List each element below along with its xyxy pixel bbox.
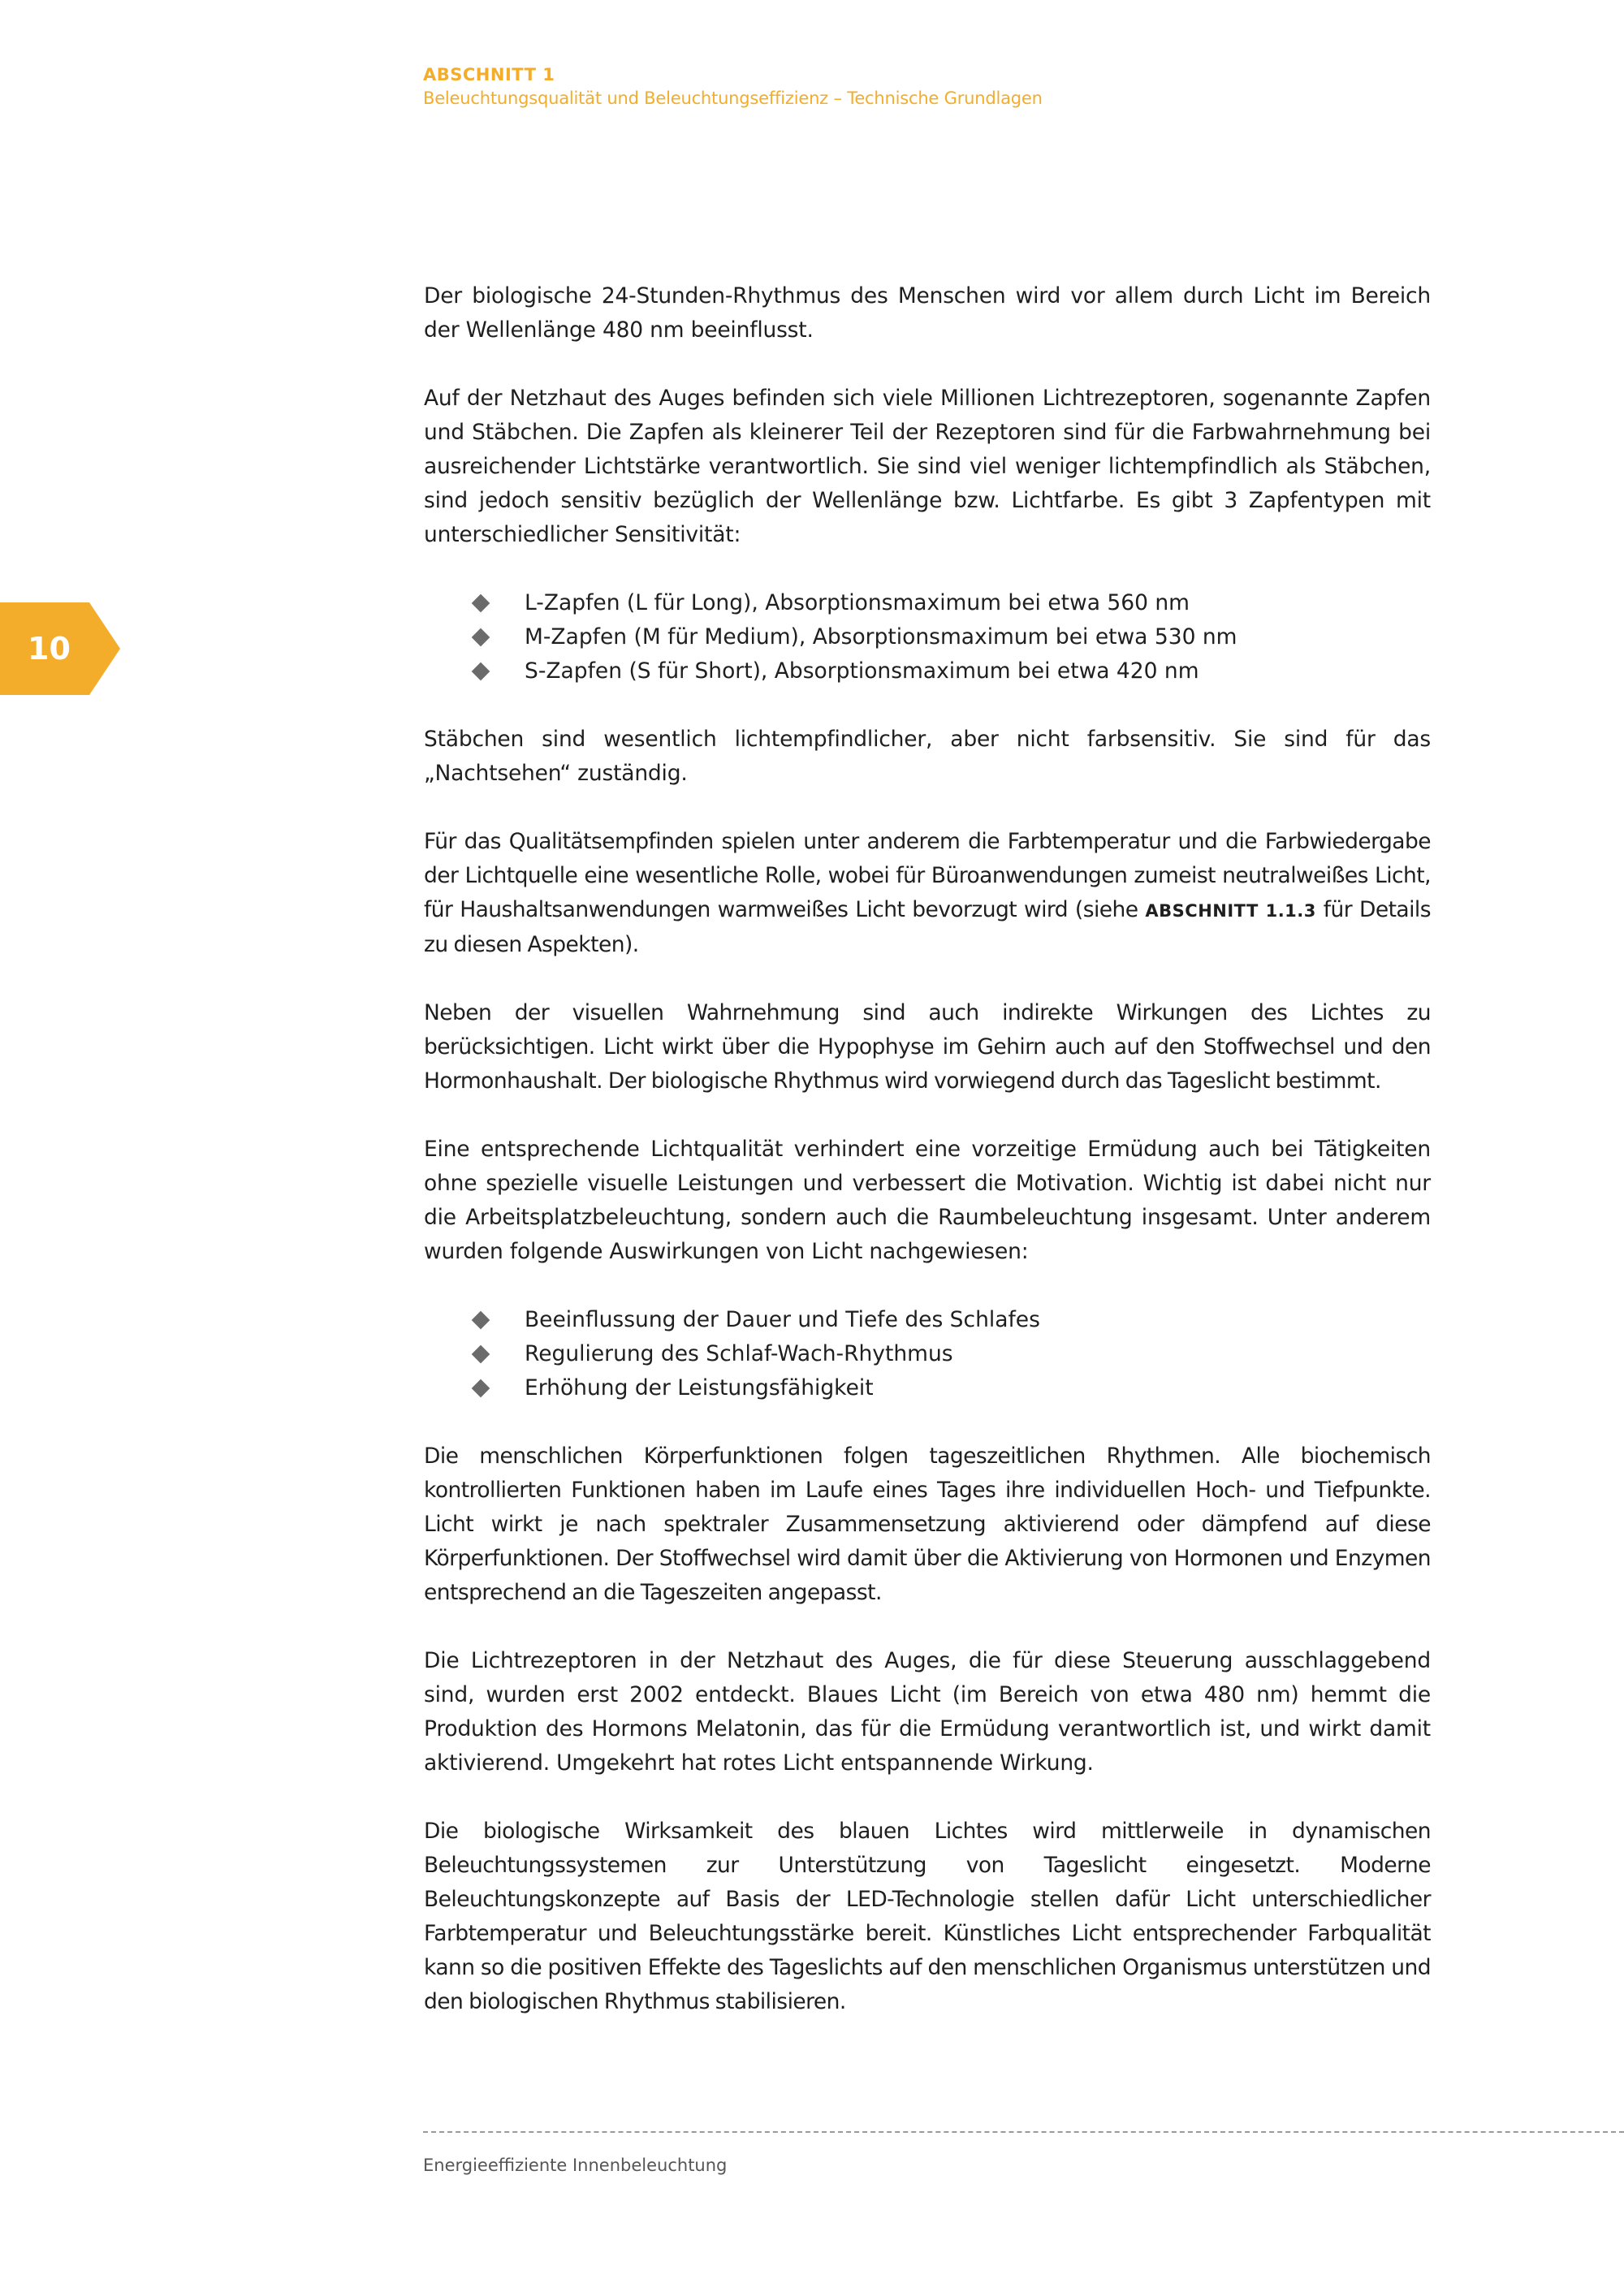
list-item (424, 654, 1431, 688)
diamond-bullet-icon (472, 662, 490, 681)
paragraph-9: Die biologische Wirksamkeit des blauen Lichtes wird mittlerweile in dynamischen Beleuchtungssystemen zur Unterstützung von Tageslicht eingesetzt. Moderne Beleuchtungskonzepte auf Basis der LED-Technologie stellen dafür Licht unterschiedlicher Farbtemperatur und Beleuchtungsstärke bereit. Künstliches Licht entsprechender Farbqualität kann so die positiven Effekte des Tageslichts auf den menschlichen Organismus unterstützen und den biologischen Rhythmus stabilisieren. (424, 1819, 1431, 2014)
paragraph-3: Stäbchen sind wesentlich lichtempfindlicher, aber nicht farbsensitiv. Sie sind für das „Nachtsehen“ zuständig. (424, 727, 1431, 786)
list-item-text: S-Zapfen (S für Short), Absorptionsmaximum bei etwa 420 nm (525, 658, 1199, 684)
section-subtitle: Beleuchtungsqualität und Beleuchtungseffizienz – Technische Grundlagen (423, 88, 1043, 108)
list-item (424, 586, 1431, 620)
diamond-bullet-icon (472, 1379, 490, 1398)
diamond-bullet-icon (472, 1311, 490, 1330)
paragraph-5: Neben der visuellen Wahrnehmung sind auch indirekte Wirkungen des Lichtes zu berücksichtigen. Licht wirkt über die Hypophyse im Gehirn auch auf den Stoffwechsel und den Hormonhaushalt. Der biologische Rhythmus wird vorwiegend durch das Tageslicht bestimmt. (424, 1000, 1431, 1094)
footer-divider (423, 2131, 1624, 2133)
list-item-text: M-Zapfen (M für Medium), Absorptionsmaximum bei etwa 530 nm (525, 624, 1237, 650)
paragraph-2: Auf der Netzhaut des Auges befinden sich viele Millionen Lichtrezeptoren, sogenannte Zapfen und Stäbchen. Die Zapfen als kleinerer Teil der Rezeptoren sind für die Farbwahrnehmung bei ausreichender Lichtstärke verantwortlich. Sie sind viel weniger lichtempfindlich als Stäbchen, sind jedoch sensitiv bezüglich der Wellenlänge bzw. Lichtfarbe. Es gibt 3 Zapfentypen mit unterschiedlicher Sensitivität: (424, 386, 1431, 547)
list-item-text: L-Zapfen (L für Long), Absorptionsmaximum bei etwa 560 nm (525, 590, 1190, 615)
list-item-text: Erhöhung der Leistungsfähigkeit (525, 1375, 874, 1400)
footer-title: Energieeffiziente Innenbeleuchtung (423, 2156, 728, 2175)
diamond-bullet-icon (472, 594, 490, 613)
running-header (423, 63, 1560, 110)
list-item-text: Regulierung des Schlaf-Wach-Rhythmus (525, 1341, 953, 1366)
paragraph-4 (424, 825, 1431, 962)
page-number: 10 (28, 631, 71, 667)
list-item (424, 620, 1431, 654)
paragraph-4-text-end: für Details zu diesen Aspekten). (424, 897, 1431, 957)
page-number-tab (0, 602, 120, 695)
paragraph-4-text: Für das Qualitätsempfinden spielen unter anderem die Farbtemperatur und die Farbwiedergabe der Lichtquelle eine wesentliche Rolle, wobei für Büroanwendungen zumeist neutralweißes Licht, für Haushaltsanwendungen warmweißes Licht bevorzugt wird (siehe (424, 829, 1431, 922)
paragraph-8: Die Lichtrezeptoren in der Netzhaut des Auges, die für diese Steuerung ausschlaggebend sind, wurden erst 2002 entdeckt. Blaues Licht (im Bereich von etwa 480 nm) hemmt die Produktion des Hormons Melatonin, das für die Ermüdung verantwortlich ist, und wirkt damit aktivierend. Umgekehrt hat rotes Licht entspannende Wirkung. (424, 1648, 1431, 1776)
cone-types-list (424, 586, 1431, 688)
paragraph-7: Die menschlichen Körperfunktionen folgen tageszeitlichen Rhythmen. Alle biochemisch kontrollierten Funktionen haben im Laufe eines Tages ihre individuellen Hoch- und Tiefpunkte. Licht wirkt je nach spektraler Zusammensetzung aktivierend oder dämpfend auf diese Körperfunktionen. Der Stoffwechsel wird damit über die Aktivierung von Hormonen und Enzymen entsprechend an die Tageszeiten angepasst. (424, 1444, 1431, 1605)
list-item-text: Beeinflussung der Dauer und Tiefe des Schlafes (525, 1307, 1040, 1332)
section-reference-link[interactable]: ABSCHNITT 1.1.3 (1145, 901, 1316, 921)
diamond-bullet-icon (472, 1345, 490, 1364)
list-item (424, 1303, 1431, 1337)
diamond-bullet-icon (472, 628, 490, 647)
paragraph-6: Eine entsprechende Lichtqualität verhindert eine vorzeitige Ermüdung auch bei Tätigkeiten ohne spezielle visuelle Leistungen und verbessert die Motivation. Wichtig ist dabei nicht nur die Arbeitsplatzbeleuchtung, sondern auch die Raumbeleuchtung insgesamt. Unter anderem wurden folgende Auswirkungen von Licht nachgewiesen: (424, 1137, 1431, 1264)
list-item (424, 1371, 1431, 1405)
list-item (424, 1337, 1431, 1371)
effects-list (424, 1303, 1431, 1405)
section-kicker: ABSCHNITT 1 (423, 65, 555, 84)
paragraph-1: Der biologische 24-Stunden-Rhythmus des Menschen wird vor allem durch Licht im Bereich der Wellenlänge 480 nm beeinflusst. (424, 283, 1431, 343)
body-text (424, 279, 1431, 2053)
